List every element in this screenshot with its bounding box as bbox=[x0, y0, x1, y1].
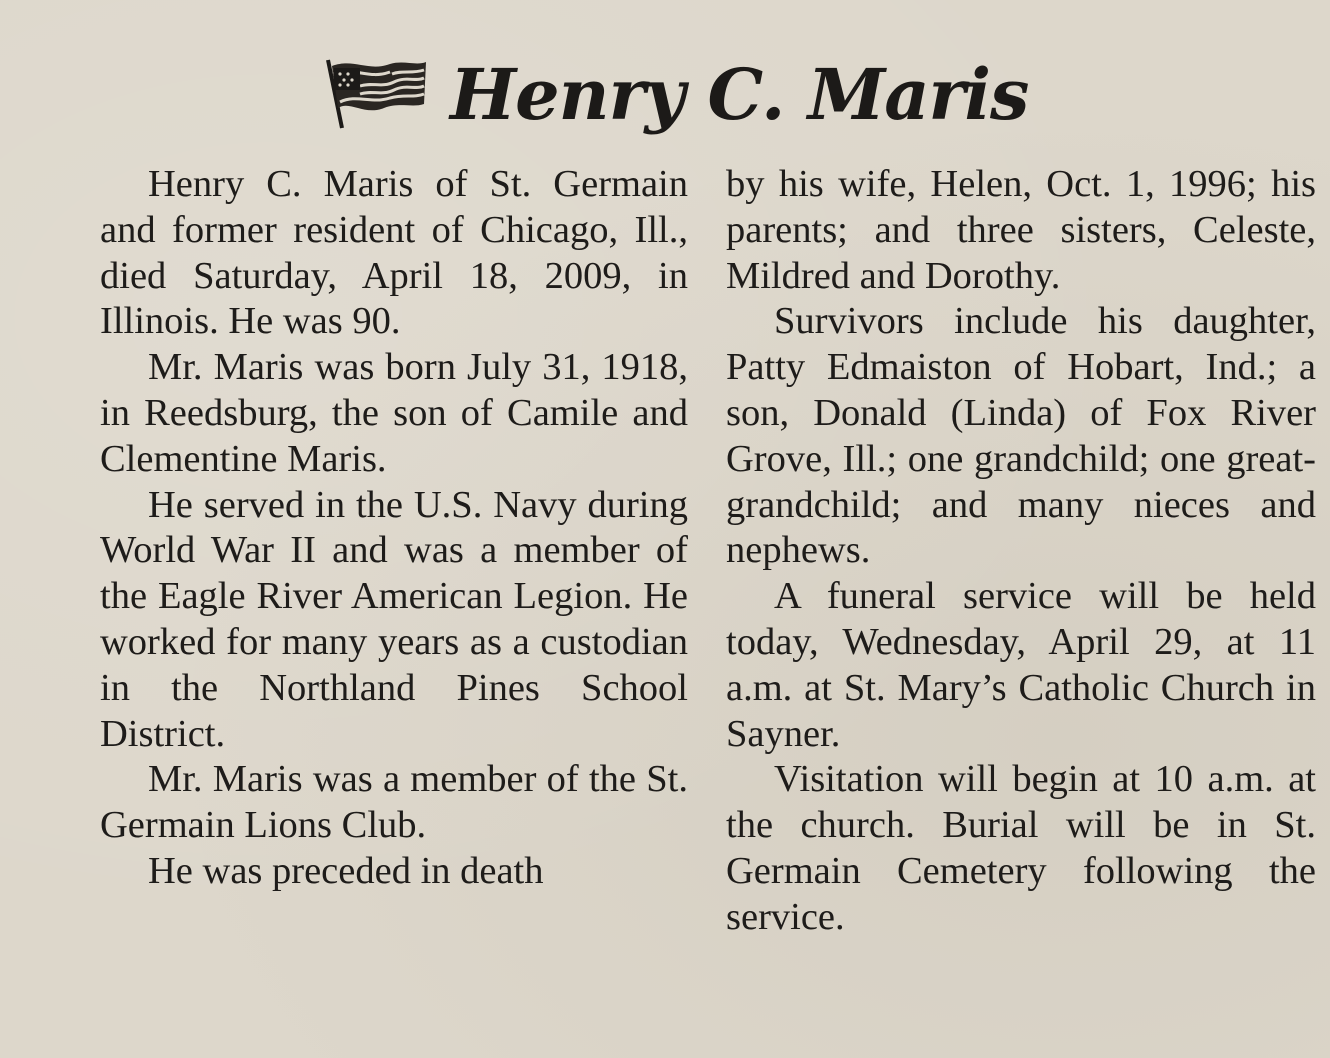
paragraph-preceded-continued: by his wife, Helen, Oct. 1, 1996; his parents; and three sisters, Celeste, Mildred and Dorothy. bbox=[726, 163, 1316, 297]
paragraph-lions-club: Mr. Maris was a member of the St. Germain Lions Club. bbox=[100, 758, 688, 847]
american-flag-icon bbox=[320, 56, 432, 132]
right-column bbox=[726, 162, 1316, 941]
obituary-header bbox=[320, 44, 1028, 144]
obituary-title: Henry C. Maris bbox=[450, 52, 1029, 136]
paragraph-survivors: Survivors include his daughter, Patty Edmaiston of Hobart, Ind.; a son, Donald (Linda) of Fox River Grove, Ill.; one grandchild; one greatgrandchild; and many nieces and nephews. bbox=[726, 300, 1316, 572]
paragraph-birth: Mr. Maris was born July 31, 1918, in Reedsburg, the son of Camile and Clementine Maris. bbox=[100, 346, 688, 480]
left-column bbox=[100, 162, 688, 895]
paragraph-funeral: A funeral service will be held today, Wednesday, April 29, at 11 a.m. at St. Mary’s Catholic Church in Sayner. bbox=[726, 575, 1316, 755]
paragraph-visitation: Visitation will begin at 10 a.m. at the church. Burial will be in St. Germain Cemetery following the service. bbox=[726, 758, 1316, 938]
paragraph-preceded-start: He was preceded in death bbox=[148, 849, 544, 892]
paragraph-service-career: He served in the U.S. Navy during World War II and was a member of the Eagle River American Legion. He worked for many years as a custodian in the Northland Pines School District. bbox=[100, 483, 688, 755]
paragraph-death-notice: Henry C. Maris of St. Germain and former resident of Chicago, Ill., died Saturday, April 18, 2009, in Illinois. He was 90. bbox=[100, 163, 688, 343]
